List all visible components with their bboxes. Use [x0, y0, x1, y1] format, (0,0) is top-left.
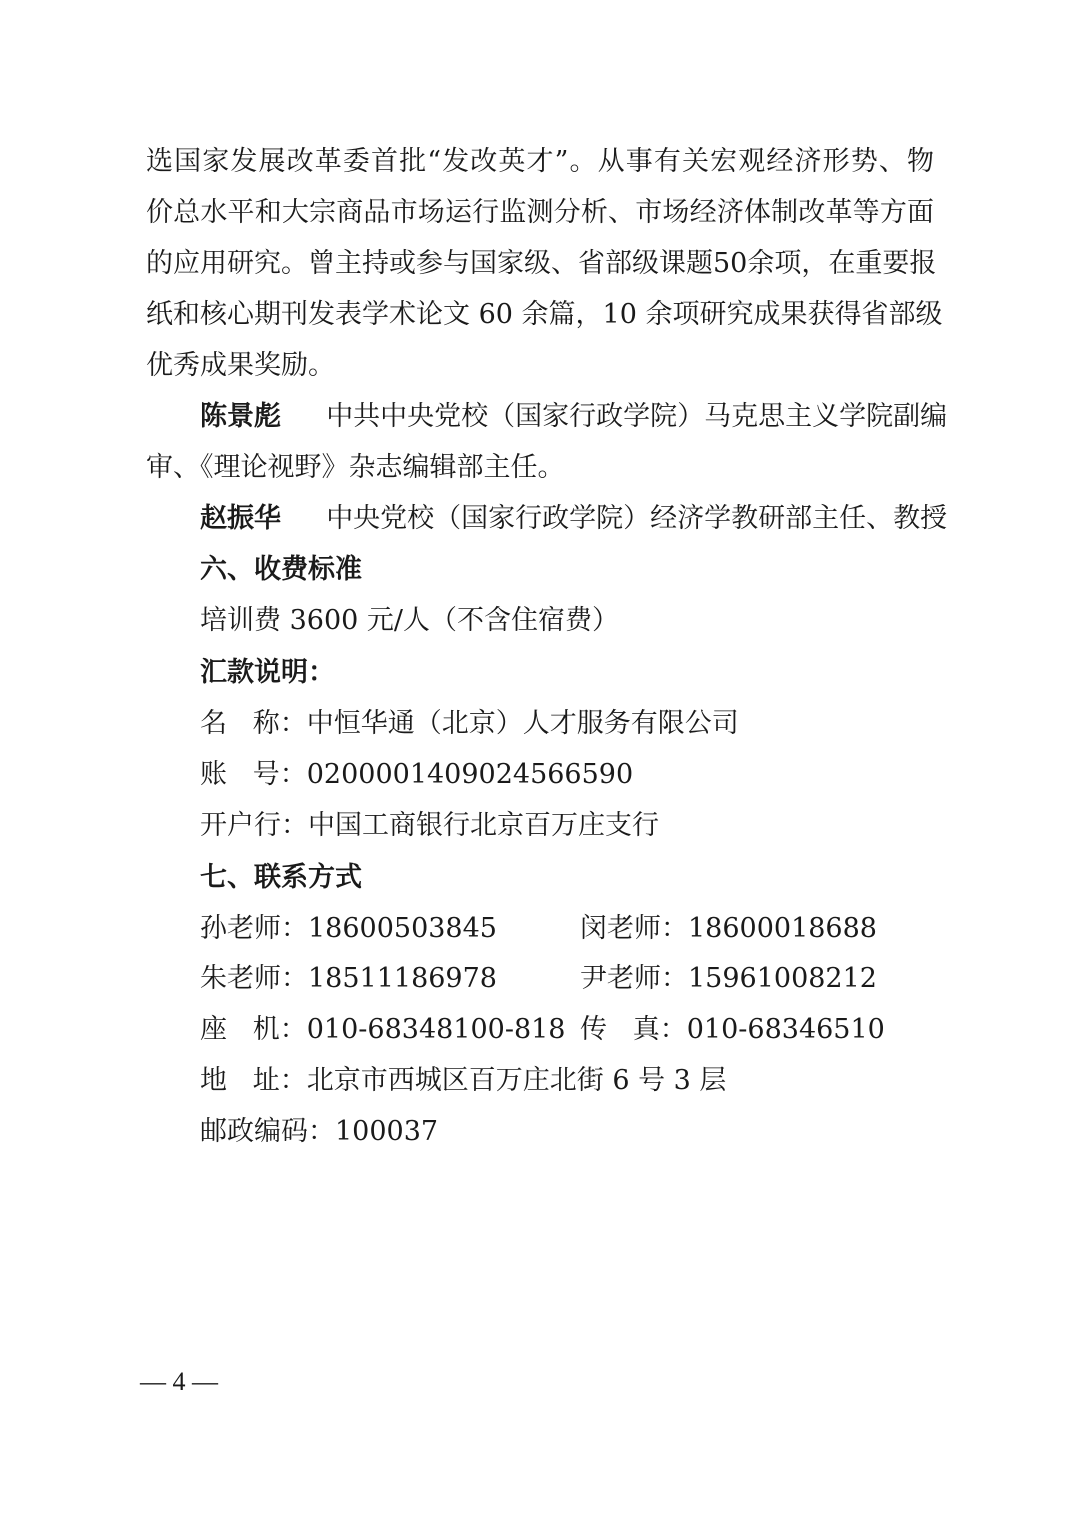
- expert-name: 赵振华: [200, 503, 281, 534]
- account-name-row: [200, 710, 739, 737]
- bank-value: 中国工商银行北京百万庄支行: [308, 810, 659, 841]
- section-heading-fees: 六、收费标准: [200, 554, 362, 585]
- expert-entry: [200, 505, 947, 532]
- postcode: 邮政编码：100037: [200, 1116, 439, 1147]
- expert-name: 陈景彪: [200, 401, 281, 432]
- paragraph-line: 的应用研究。曾主持或参与国家级、省部级课题50余项，在重要报: [146, 248, 937, 279]
- paragraph-line: 选国家发展改革委首批“发改英才”。从事有关宏观经济形势、物: [146, 146, 934, 177]
- contact-row: [200, 965, 934, 992]
- page-number: — 4 —: [140, 1367, 218, 1396]
- contact-right: 闵老师：18600018688: [580, 913, 877, 944]
- expert-title: 中共中央党校（国家行政学院）马克思主义学院副编: [326, 401, 948, 432]
- account-number-value: 0200001409024566590: [306, 759, 634, 790]
- account-name-label: 名 称：: [200, 708, 307, 739]
- expert-title: 中央党校（国家行政学院）经济学教研部主任、教授: [326, 503, 948, 534]
- contact-right: 传 真：010-68346510: [580, 1014, 885, 1045]
- contact-left: 座 机：010-68348100-818: [200, 1014, 566, 1045]
- account-number-label: 账 号：: [200, 759, 307, 790]
- remittance-heading: 汇款说明：: [200, 657, 335, 688]
- paragraph-line: 纸和核心期刊发表学术论文 60 余篇，10 余项研究成果获得省部级: [146, 299, 943, 330]
- paragraph-line: 价总水平和大宗商品市场运行监测分析、市场经济体制改革等方面: [146, 197, 934, 228]
- bank-row: [200, 812, 659, 839]
- address: 地 址：北京市西城区百万庄北街 6 号 3 层: [200, 1065, 727, 1096]
- contact-left: 孙老师：18600503845: [200, 913, 497, 944]
- expert-entry: [200, 401, 948, 432]
- fee-text: 培训费 3600 元/人（不含住宿费）: [200, 605, 619, 636]
- paragraph-line: 优秀成果奖励。: [146, 350, 335, 381]
- account-name-value: 中恒华通（北京）人才服务有限公司: [306, 708, 739, 739]
- contact-left: 朱老师：18511186978: [200, 963, 497, 994]
- contact-row: [200, 915, 934, 942]
- contact-row: [200, 1016, 934, 1043]
- account-number-row: [200, 761, 633, 788]
- section-heading-contact: 七、联系方式: [200, 862, 362, 893]
- contact-right: 尹老师：15961008212: [580, 963, 877, 994]
- expert-title-continued: 审、《理论视野》杂志编辑部主任。: [146, 452, 565, 483]
- bank-label: 开户行：: [200, 810, 308, 841]
